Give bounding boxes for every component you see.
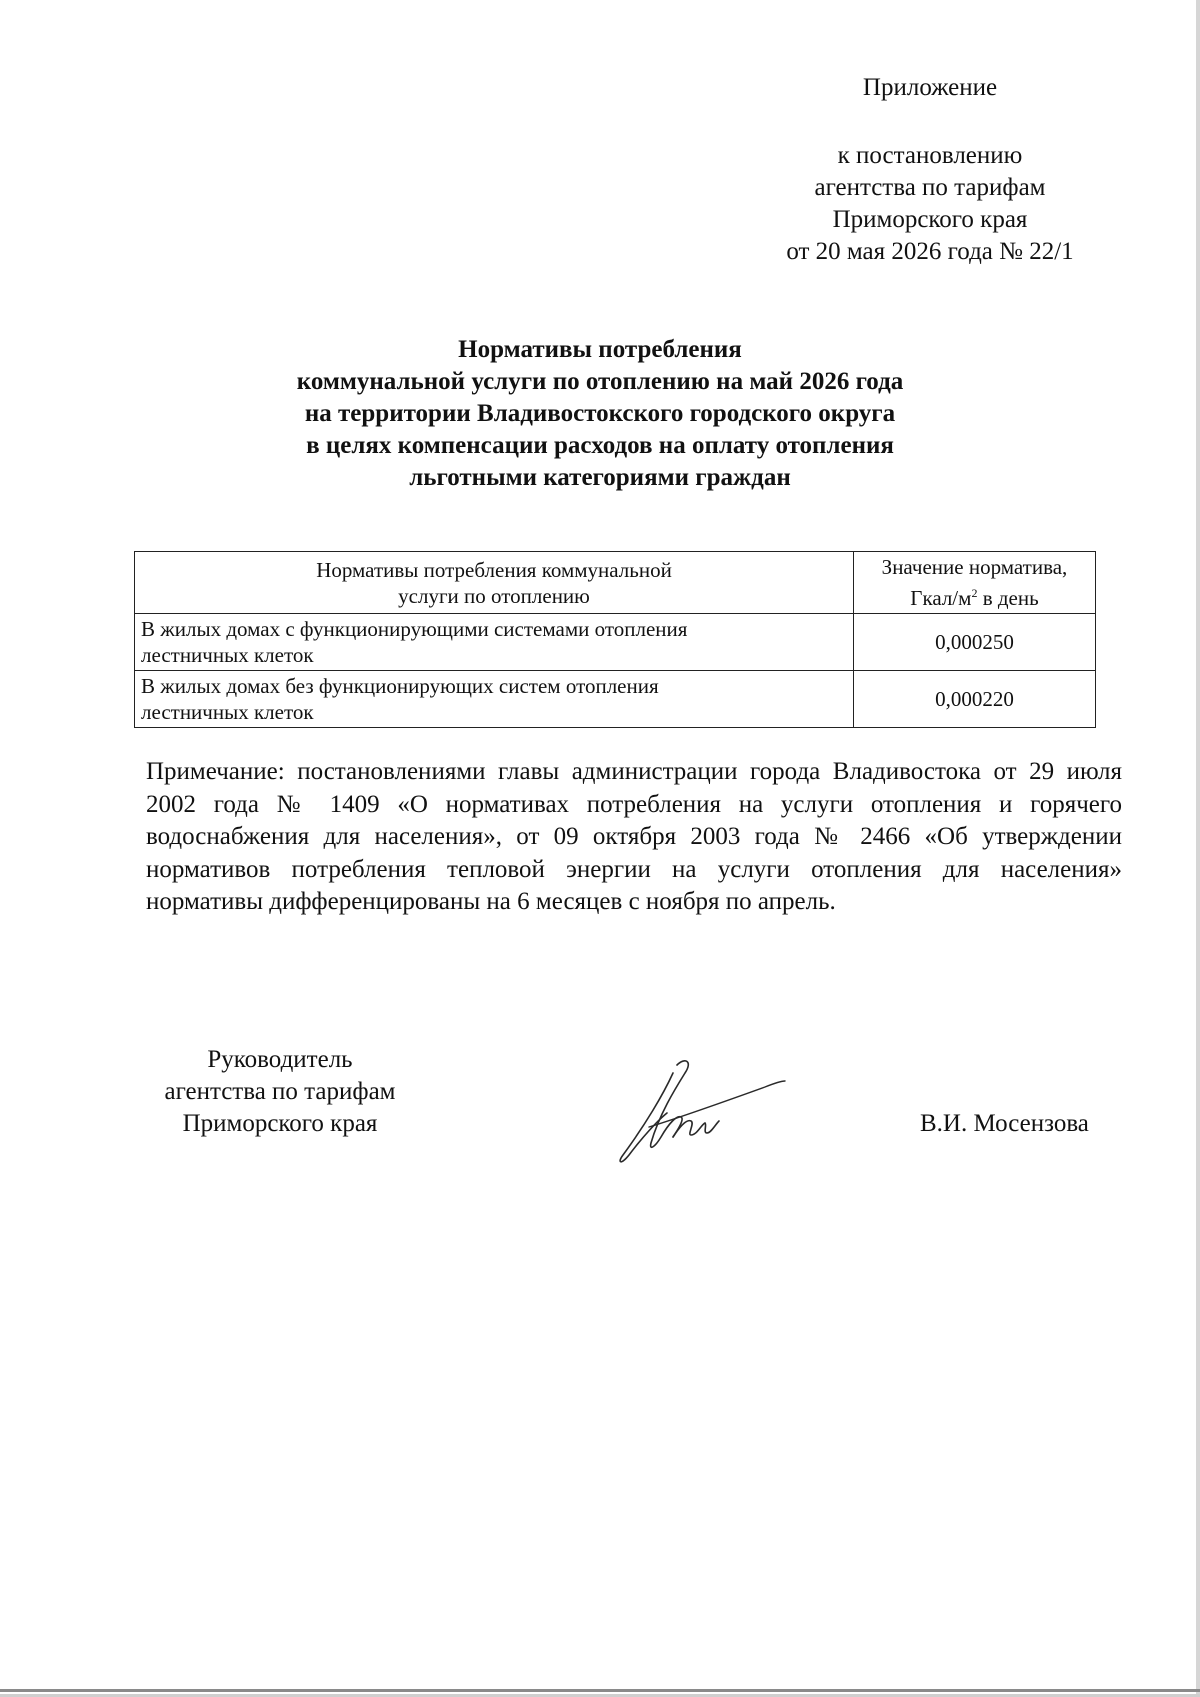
position-line: Приморского края: [182, 1110, 378, 1137]
appendix-line: к постановлению: [837, 142, 1023, 169]
table-row: [135, 614, 1096, 671]
signatory-position: [140, 1044, 420, 1140]
appendix-line: Приморского края: [832, 206, 1028, 233]
appendix-line: от 20 мая 2026 года № 22/1: [786, 238, 1074, 265]
norms-table: [134, 551, 1096, 728]
note-paragraph: Примечание: постановлениями главы администрации города Владивостока от 29 июля 2002 года № 1409 «О нормативах потребления на услуги отопления и горячего водоснабжения для населения», от 09 октября 2003 года № 2466 «Об утверждении нормативов потребления тепловой энергии на услуги отопления для населения» нормативы дифференцированы на 6 месяцев с ноября по апрель.: [146, 758, 1122, 915]
desc-line: лестничных клеток: [141, 700, 314, 724]
heading-line: на территории Владивостокского городского округа: [304, 400, 896, 427]
header-line: Нормативы потребления коммунальной: [316, 557, 672, 582]
appendix-block: [770, 72, 1090, 268]
desc-line: В жилых домах без функционирующих систем отопления: [141, 674, 659, 698]
desc-line: В жилых домах с функционирующими системами отопления: [141, 617, 688, 641]
table-header-value: [854, 552, 1096, 614]
heading-line: Нормативы потребления: [458, 336, 742, 363]
unit-text: Гкал/м: [910, 586, 972, 610]
heading-line: коммунальной услуги по отоплению на май 2026 года: [296, 368, 904, 395]
table-header-norms: [135, 552, 854, 614]
scan-edge: [0, 1689, 1200, 1692]
table-header-row: [135, 552, 1096, 614]
row-value: 0,000220: [854, 671, 1096, 728]
header-line: Значение норматива,: [881, 555, 1068, 579]
table-row: [135, 671, 1096, 728]
unit-superscript: 2: [971, 586, 978, 600]
row-description: [135, 614, 854, 671]
document-heading: [180, 334, 1020, 494]
header-line: услуги по отоплению: [398, 583, 590, 608]
appendix-line: агентства по тарифам: [814, 174, 1046, 201]
row-value: 0,000250: [854, 614, 1096, 671]
handwritten-signature: [615, 1055, 795, 1165]
header-unit: [860, 580, 1089, 611]
unit-text: в день: [977, 586, 1039, 610]
scan-edge: [1196, 0, 1200, 1697]
heading-line: в целях компенсации расходов на оплату отопления: [306, 432, 894, 459]
desc-line: лестничных клеток: [141, 643, 314, 667]
row-description: [135, 671, 854, 728]
appendix-reference: [770, 140, 1090, 268]
position-line: агентства по тарифам: [164, 1078, 396, 1105]
appendix-title: Приложение: [862, 74, 998, 101]
position-line: Руководитель: [207, 1046, 353, 1073]
signatory-name: В.И. Мосензова: [920, 1110, 1089, 1137]
heading-line: льготными категориями граждан: [409, 464, 791, 491]
